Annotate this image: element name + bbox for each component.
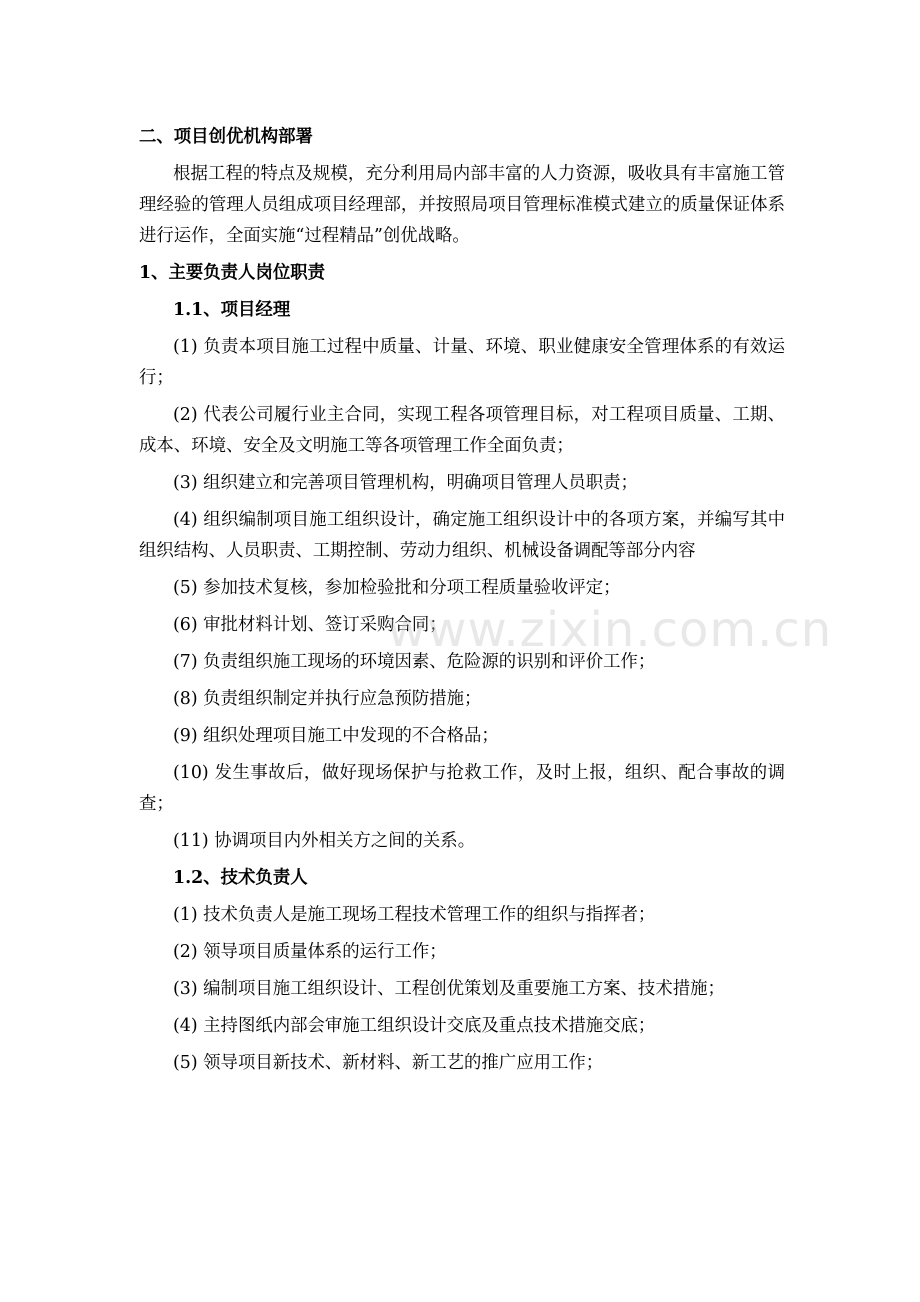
tech-duty-item: (4) 主持图纸内部会审施工组织设计交底及重点技术措施交底； (173, 1016, 656, 1036)
pm-duty-item: (2) 代表公司履行业主合同，实现工程各项管理目标，对工程项目质量、工期、成本、环境、安全及文明施工等各项管理工作全面负责； (139, 405, 785, 456)
watermark: www.zixin.com.cn (387, 602, 833, 658)
section-title: 二、项目创优机构部署 (139, 127, 313, 147)
tech-duty-item: (5) 领导项目新技术、新材料、新工艺的推广应用工作； (173, 1053, 604, 1073)
document-body (139, 122, 785, 1085)
pm-duty-item: (1) 负责本项目施工过程中质量、计量、环境、职业健康安全管理体系的有效运行； (139, 337, 785, 388)
pm-duty-item: (5) 参加技术复核，参加检验批和分项工程质量验收评定； (173, 578, 621, 598)
tech-duty-item: (1) 技术负责人是施工现场工程技术管理工作的组织与指挥者； (173, 905, 656, 925)
pm-duty-item: (6) 审批材料计划、签订采购合同； (173, 615, 447, 635)
pm-duty-item: (9) 组织处理项目施工中发现的不合格品； (173, 726, 499, 746)
intro-paragraph: 根据工程的特点及规模，充分利用局内部丰富的人力资源，吸收具有丰富施工管理经验的管理人员组成项目经理部，并按照局项目管理标准模式建立的质量保证体系进行运作，全面实施“过程精品”创优战略。 (139, 164, 785, 246)
tech-duty-item: (3) 编制项目施工组织设计、工程创优策划及重要施工方案、技术措施； (173, 979, 725, 999)
subsection-title: 1、主要负责人岗位职责 (139, 263, 326, 283)
tech-duty-item: (2) 领导项目质量体系的运行工作； (173, 942, 447, 962)
pm-duty-item: (11) 协调项目内外相关方之间的关系。 (173, 831, 476, 851)
project-manager-title: 1.1、项目经理 (173, 300, 291, 320)
pm-duty-item: (10) 发生事故后，做好现场保护与抢救工作，及时上报，组织、配合事故的调查； (139, 763, 785, 814)
pm-duty-item: (4) 组织编制项目施工组织设计，确定施工组织设计中的各项方案，并编写其中组织结构、人员职责、工期控制、劳动力组织、机械设备调配等部分内容 (139, 510, 785, 561)
pm-duty-item: (3) 组织建立和完善项目管理机构，明确项目管理人员职责； (173, 473, 638, 493)
pm-duty-item: (8) 负责组织制定并执行应急预防措施； (173, 689, 482, 709)
technical-lead-title: 1.2、技术负责人 (173, 868, 308, 888)
pm-duty-item: (7) 负责组织施工现场的环境因素、危险源的识别和评价工作； (173, 652, 656, 672)
